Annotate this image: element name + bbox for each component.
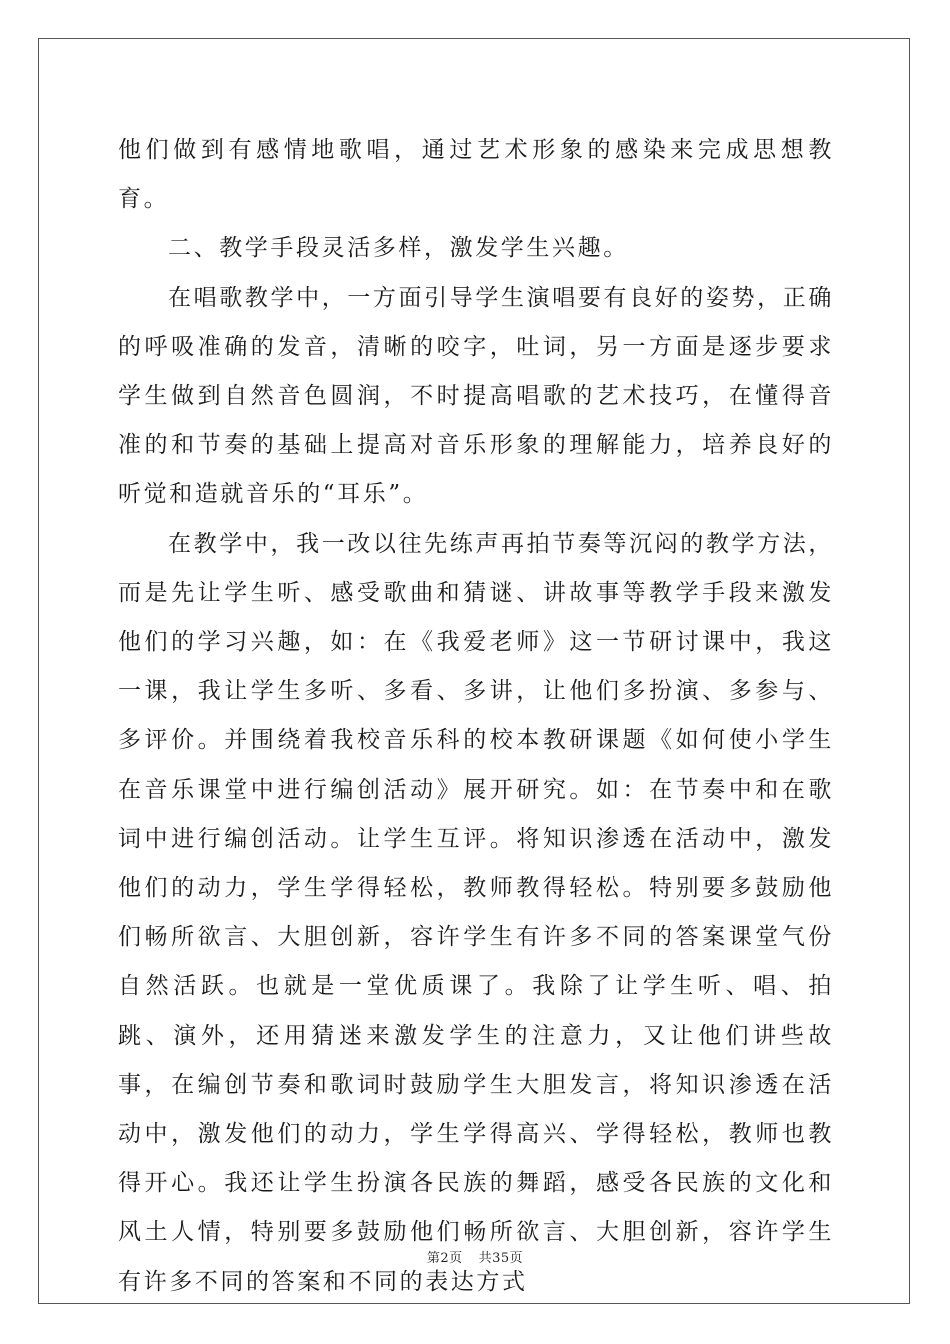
paragraph-1: 他们做到有感情地歌唱，通过艺术形象的感染来完成思想教育。: [118, 137, 834, 213]
current-page-number: 第2页: [426, 1251, 463, 1266]
paragraph-3: 在唱歌教学中，一方面引导学生演唱要有良好的姿势，正确的呼吸准确的发音，清晰的咬字，吐词，另一方面是逐步要求学生做到自然音色圆润，不时提高唱歌的艺术技巧，在懂得音准的和节奏的基础上提高对音乐形象的理解能力，培养良好的听觉和造就音乐的“耳乐”。: [118, 284, 834, 508]
page-footer: [0, 1247, 950, 1266]
document-body: [118, 126, 834, 1307]
total-pages: 共35页: [478, 1251, 524, 1266]
paragraph-4: 在教学中，我一改以往先练声再拍节奏等沉闷的教学方法，而是先让学生听、感受歌曲和猜谜、讲故事等教学手段来激发他们的学习兴趣，如：在《我爱老师》这一节研讨课中，我这一课，我让学生多听、多看、多讲，让他们多扮演、多参与、多评价。并围绕着我校音乐科的校本教研课题《如何使小学生在音乐课堂中进行编创活动》展开研究。如：在节奏中和在歌词中进行编创活动。让学生互评。将知识渗透在活动中，激发他们的动力，学生学得轻松，教师教得轻松。特别要多鼓励他们畅所欲言、大胆创新，容许学生有许多不同的答案课堂气份自然活跃。也就是一堂优质课了。我除了让学生听、唱、拍跳、演外，还用猜迷来激发学生的注意力，又让他们讲些故事，在编创节奏和歌词时鼓励学生大胆发言，将知识渗透在活动中，激发他们的动力，学生学得高兴、学得轻松，教师也教得开心。我还让学生扮演各民族的舞蹈，感受各民族的文化和风土人情，特别要多鼓励他们畅所欲言、大胆创新，容许学生有许多不同的答案和不同的表达方式: [118, 530, 834, 1295]
paragraph-2-heading: 二、教学手段灵活多样，激发学生兴趣。: [168, 235, 629, 262]
